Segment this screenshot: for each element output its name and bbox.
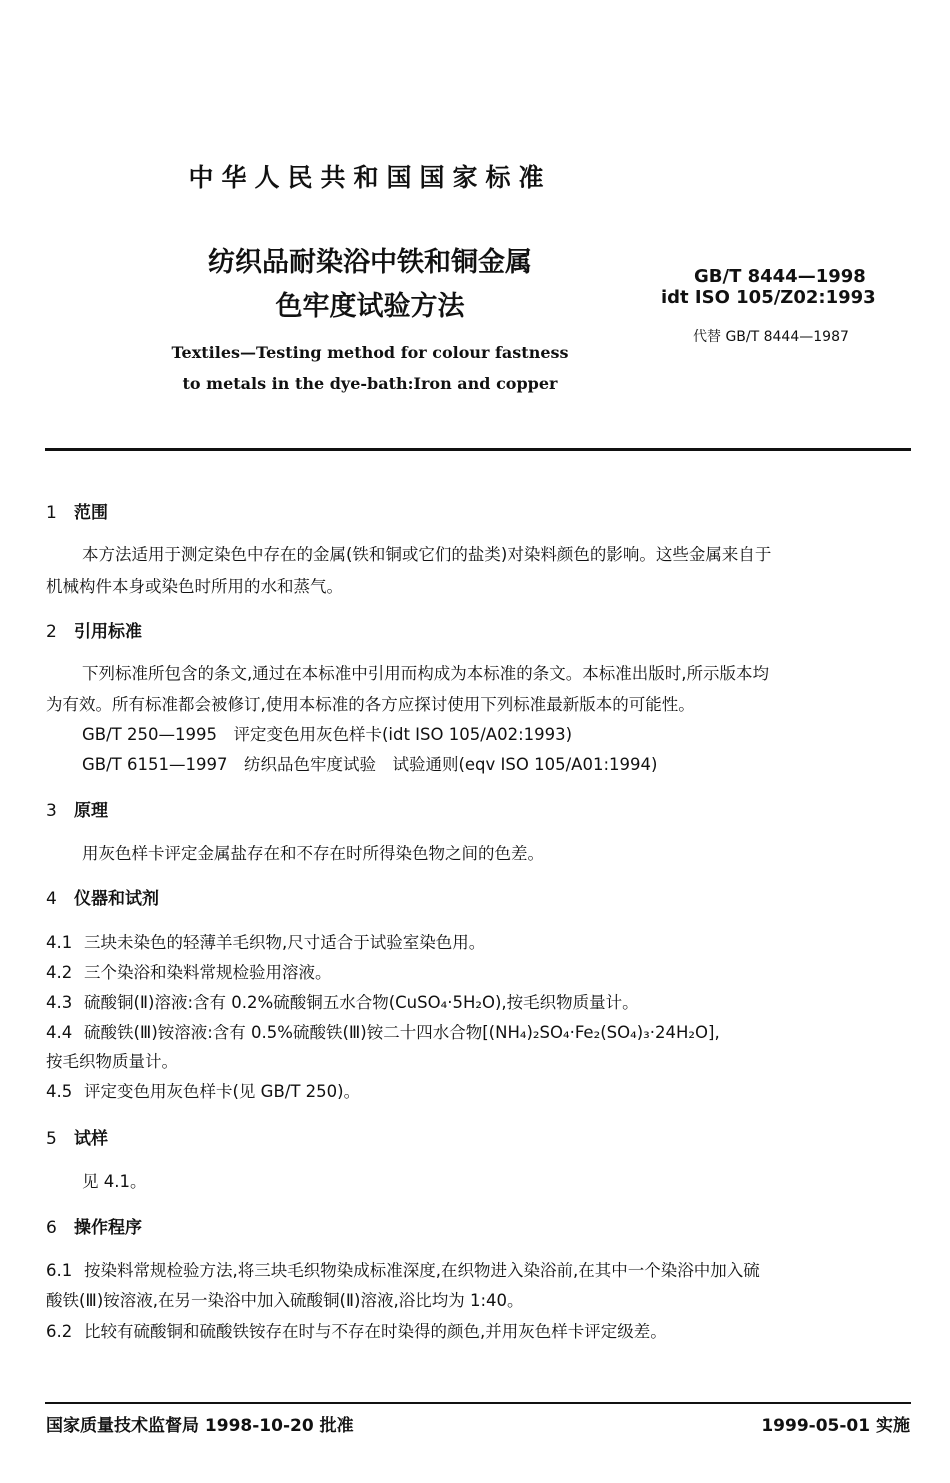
replaces-note: 代替 GB/T 8444—1987 [693,329,849,345]
section-2-paragraph-line1: 下列标准所包含的条文,通过在本标准中引用而构成为本标准的条文。本标准出版时,所示版本均 [82,664,769,683]
section-4-heading: 4 仪器和试剂 [46,889,159,909]
header-divider [45,448,911,451]
title-cn-line2: 色牢度试验方法 [275,291,465,322]
section-3-heading: 3 原理 [46,801,108,821]
iso-equivalent: idt ISO 105/Z02:1993 [661,287,876,308]
item-4-5: 4.5 评定变色用灰色样卡(见 GB/T 250)。 [46,1082,361,1101]
item-4-1: 4.1 三块未染色的轻薄羊毛织物,尺寸适合于试验室染色用。 [46,933,486,952]
section-5-paragraph: 见 4.1。 [82,1172,147,1191]
section-2-paragraph-line2: 为有效。所有标准都会被修订,使用本标准的各方应探讨使用下列标准最新版本的可能性。 [46,695,695,714]
section-1-heading: 1 范围 [46,503,108,523]
item-6-2: 6.2 比较有硫酸铜和硫酸铁铵存在时与不存在时染得的颜色,并用灰色样卡评定级差。 [46,1322,667,1341]
section-5-heading: 5 试样 [46,1129,108,1149]
effective-date: 1999-05-01 实施 [761,1416,910,1436]
title-cn-line1: 纺织品耐染浴中铁和铜金属 [208,247,532,278]
item-4-4: 4.4 硫酸铁(Ⅲ)铵溶液:含有 0.5%硫酸铁(Ⅲ)铵二十四水合物[(NH₄)₂SO₄·Fe₂(SO₄)₃·24H₂O], [46,1023,720,1042]
reference-1: GB/T 250—1995 评定变色用灰色样卡(idt ISO 105/A02:1993) [82,725,573,744]
section-1-paragraph-line1: 本方法适用于测定染色中存在的金属(铁和铜或它们的盐类)对染料颜色的影响。这些金属来自于 [82,545,772,564]
section-3-paragraph: 用灰色样卡评定金属盐存在和不存在时所得染色物之间的色差。 [82,844,544,863]
footer-divider [45,1402,911,1404]
item-6-1-continuation: 酸铁(Ⅲ)铵溶液,在另一染浴中加入硫酸铜(Ⅱ)溶液,浴比均为 1:40。 [46,1291,524,1310]
item-4-4-continuation: 按毛织物质量计。 [46,1052,178,1071]
approval-note: 国家质量技术监督局 1998-10-20 批准 [46,1416,354,1436]
item-6-1: 6.1 按染料常规检验方法,将三块毛织物染成标准深度,在织物进入染浴前,在其中一个染浴中加入硫 [46,1261,760,1280]
section-6-heading: 6 操作程序 [46,1218,142,1238]
item-4-3: 4.3 硫酸铜(Ⅱ)溶液:含有 0.2%硫酸铜五水合物(CuSO₄·5H₂O),按毛织物质量计。 [46,993,639,1012]
title-en-line1: Textiles—Testing method for colour fastness [171,343,569,362]
section-1-paragraph-line2: 机械构件本身或染色时所用的水和蒸气。 [46,577,343,596]
section-2-heading: 2 引用标准 [46,622,142,642]
reference-2: GB/T 6151—1997 纺织品色牢度试验 试验通则(eqv ISO 105/A01:1994) [82,755,658,774]
national-standard-heading: 中华人民共和国国家标准 [188,163,552,192]
item-4-2: 4.2 三个染浴和染料常规检验用溶液。 [46,963,332,982]
title-en-line2: to metals in the dye-bath:Iron and copper [182,374,558,393]
standard-code: GB/T 8444—1998 [694,266,866,287]
